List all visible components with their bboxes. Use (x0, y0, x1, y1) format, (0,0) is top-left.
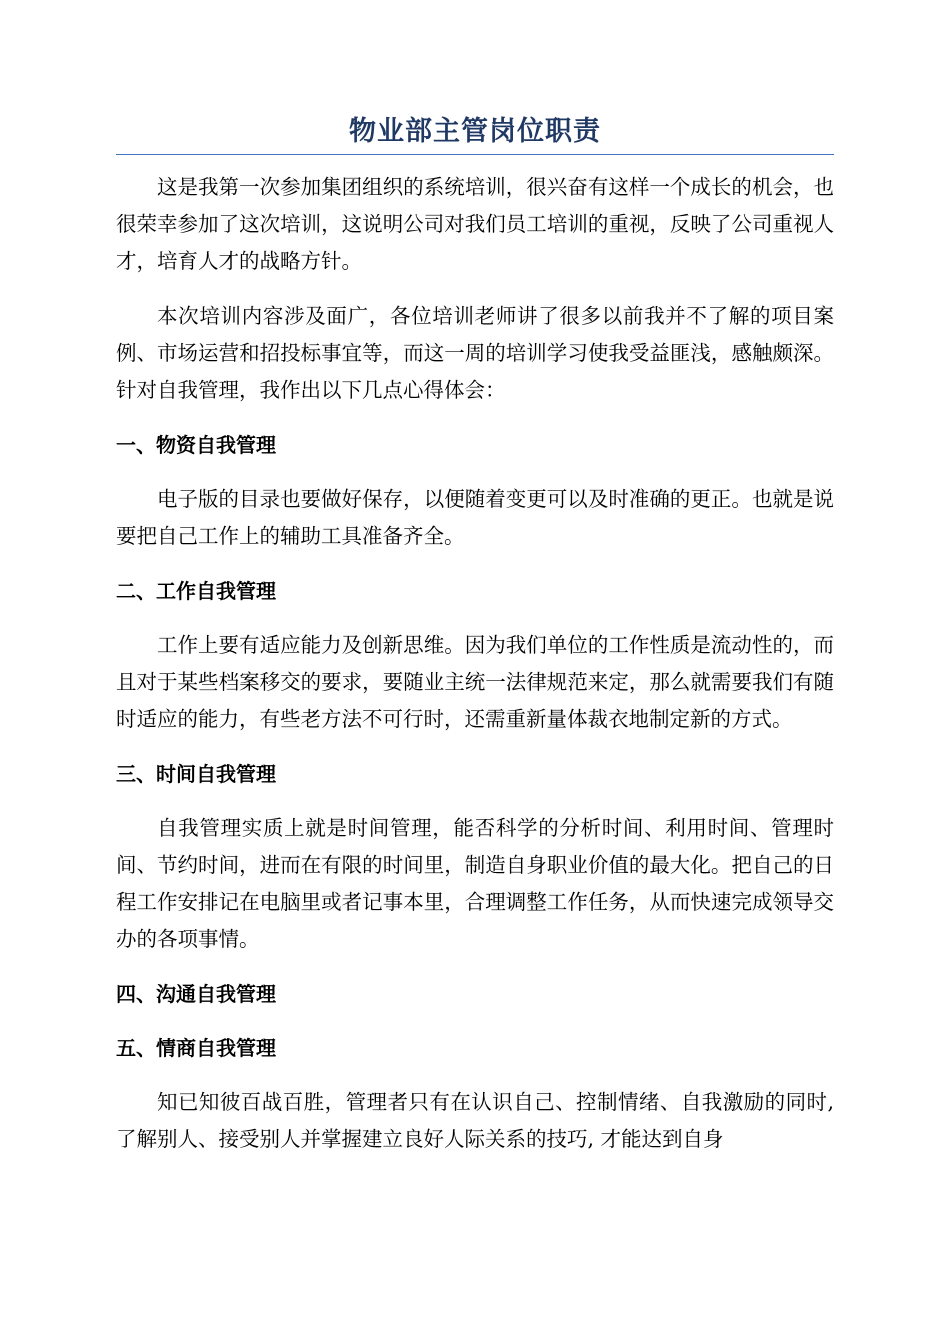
paragraph-intro: 这是我第一次参加集团组织的系统培训，很兴奋有这样一个成长的机会，也很荣幸参加了这次培训，这说明公司对我们员工培训的重视，反映了公司重视人才，培育人才的战略方针。 (116, 175, 834, 273)
paragraph-time: 自我管理实质上就是时间管理，能否科学的分析时间、利用时间、管理时间、节约时间，进而在有限的时间里，制造自身职业价值的最大化。把自己的日程工作安排记在电脑里或者记事本里，合理调整工作任务，从而快速完成领导交办的各项事情。 (116, 816, 834, 951)
paragraph-eq: 知已知彼百战百胜，管理者只有在认识自己、控制情绪、自我激励的同时, 了解别人、接受别人并掌握建立良好人际关系的技巧, 才能达到自身 (116, 1090, 834, 1151)
paragraph-work: 工作上要有适应能力及创新思维。因为我们单位的工作性质是流动性的，而且对于某些档案移交的要求，要随业主统一法律规范来定，那么就需要我们有随时适应的能力，有些老方法不可行时，还需重新量体裁衣地制定新的方式。 (116, 633, 834, 731)
paragraph-materials: 电子版的目录也要做好保存，以便随着变更可以及时准确的更正。也就是说要把自己工作上的辅助工具准备齐全。 (116, 487, 834, 548)
heading-work-management: 二、工作自我管理 (116, 579, 276, 603)
document-page (116, 110, 834, 1176)
heading-materials-management: 一、物资自我管理 (116, 433, 276, 457)
heading-time-management: 三、时间自我管理 (116, 762, 276, 786)
document-title: 物业部主管岗位职责 (349, 116, 601, 147)
heading-communication-management: 四、沟通自我管理 (116, 982, 276, 1006)
paragraph-training-content: 本次培训内容涉及面广，各位培训老师讲了很多以前我并不了解的项目案例、市场运营和招投标事宜等，而这一周的培训学习使我受益匪浅，感触颇深。针对自我管理，我作出以下几点心得体会： (116, 304, 834, 402)
title-underline (116, 154, 834, 155)
heading-eq-management: 五、情商自我管理 (116, 1036, 276, 1060)
